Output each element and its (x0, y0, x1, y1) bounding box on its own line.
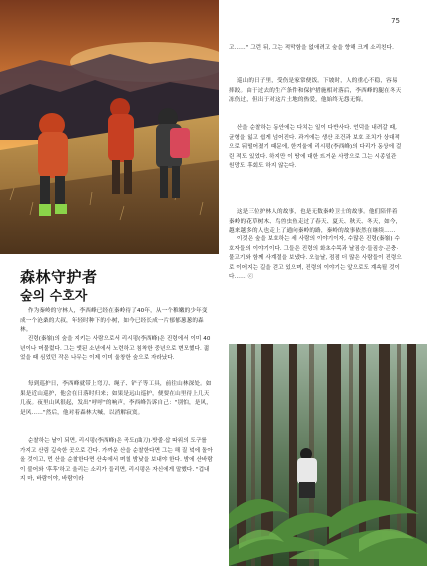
paragraph: 作为秦岭的守林人，李西峰已经在秦岭待了40年，从一个稚嫩的少年变成一个沧桑的大叔，年轻时种下的小树，如今已经长成一片郁郁葱葱的森林。 (20, 308, 208, 333)
paragraph: 每到巡护日，李西峰就带上弯刀、绳子、铲子等工具，前往山林深处。如果是近山巡护，他会在日落时归来；如果是远山巡护，便要在山里待上几天几夜。夜里山风很起，发出"呼呼"的响声，李西峰告诉自己："别怕，是风，是风……"然后，他对着森林大喊，以消解寂寞。 (20, 381, 212, 416)
paragraph-text: 이것은 숲을 보호하는 세 사람의 이야기이자, 수많은 진령(秦嶺) 수호자들의 이야기이다. 그들은 진령의 화초수목과 날짐승·들짐승·곤충·물고기와 함께 사계절을 보냈다. 오늘날, 점점 더 많은 사람들이 진령으로 이어지는 길을 걷고 있으며, 진령의 이야기는 앞으로도 계속될 것이다…… (229, 236, 402, 280)
left-korean-intro (20, 335, 213, 364)
right-chinese-story (229, 208, 403, 237)
forest-photo (229, 344, 427, 566)
right-chinese-patrol (229, 77, 403, 106)
rangers-photo-image (0, 0, 219, 254)
left-chinese-intro (20, 307, 213, 336)
paragraph (229, 235, 403, 283)
paragraph: 순찰하는 날이 되면, 리시펑(李西峰)은 곡도(曲刀)·밧줄·삽 따위의 도구를 가지고 산림 깊숙한 곳으로 간다. 가까운 산을 순찰한다면 그는 해 질 녘에 돌아올 것이고, 먼 산을 순찰한다면 산속에서 며칠 밤낮을 보내야 한다. 밤에 산바람이 불어와 '후후'하고 울리는 소리가 들리면, 리시펑은 자신에게 말했다. "겁내지 마, 바람이야, 바람이라 (20, 438, 213, 482)
paragraph: 진령(秦嶺)의 숲을 지키는 사람으로서 리시펑(李西峰)은 진령에서 이미 40년이나 머물렀다. 그는 앳된 소년에서 노련하고 침착한 중년으로 변모했다. 젊었을 때 심었던 작은 나무는 이제 이미 울창한 숲으로 자라났다. (20, 336, 211, 361)
section-heading-chinese: 森林守护者 (20, 268, 98, 286)
paragraph: 산을 순찰하는 동안에는 다치는 일이 다반사다. 언덕을 내려갈 때, 균형을 잃고 쉽게 넘어진다. 과거에는 생산 조건과 보호 조치가 상대적으로 뒤떨어졌기 때문에, 한겨울에 리시펑(李西峰)의 다리가 동상에 걸린 적도 있었다. 하지만 이 땅에 대한 뜨거운 사랑으로 그는 시종일관 원망도 후회도 하지 않는다. (229, 125, 402, 169)
left-chinese-daily (20, 380, 213, 418)
rangers-photo (0, 0, 219, 254)
paragraph: 巡山的日子里，受伤是家常便饭。下坡时，人的重心不稳，容易摔跤。由于过去的生产条件和保护措施相对落后，李西峰的腿在冬天冻伤过，但出于对这片土地的热爱，他始终无怨无悔。 (229, 78, 402, 103)
right-korean-patrol (229, 124, 403, 172)
paragraph: 这是三位护林人的故事，也是无数秦岭卫士的故事。他们陪伴着秦岭的花草树木、鸟兽虫鱼走过了春天、夏天、秋天、冬天，如今，越来越多的人也走上了通向秦岭的路，秦岭的故事依然在继续…… (229, 209, 402, 234)
end-mark-icon: ⓒ (247, 274, 254, 280)
right-korean-story (229, 235, 403, 283)
paragraph: 고……" 그런 뒤, 그는 적막함을 없애려고 숲을 향해 크게 소리친다. (229, 45, 394, 51)
section-heading-korean: 숲의 수호자 (20, 289, 88, 304)
right-korean-intro (229, 44, 403, 54)
forest-photo-image (229, 344, 427, 566)
left-korean-daily (20, 437, 213, 485)
page-number: 75 (391, 17, 400, 25)
